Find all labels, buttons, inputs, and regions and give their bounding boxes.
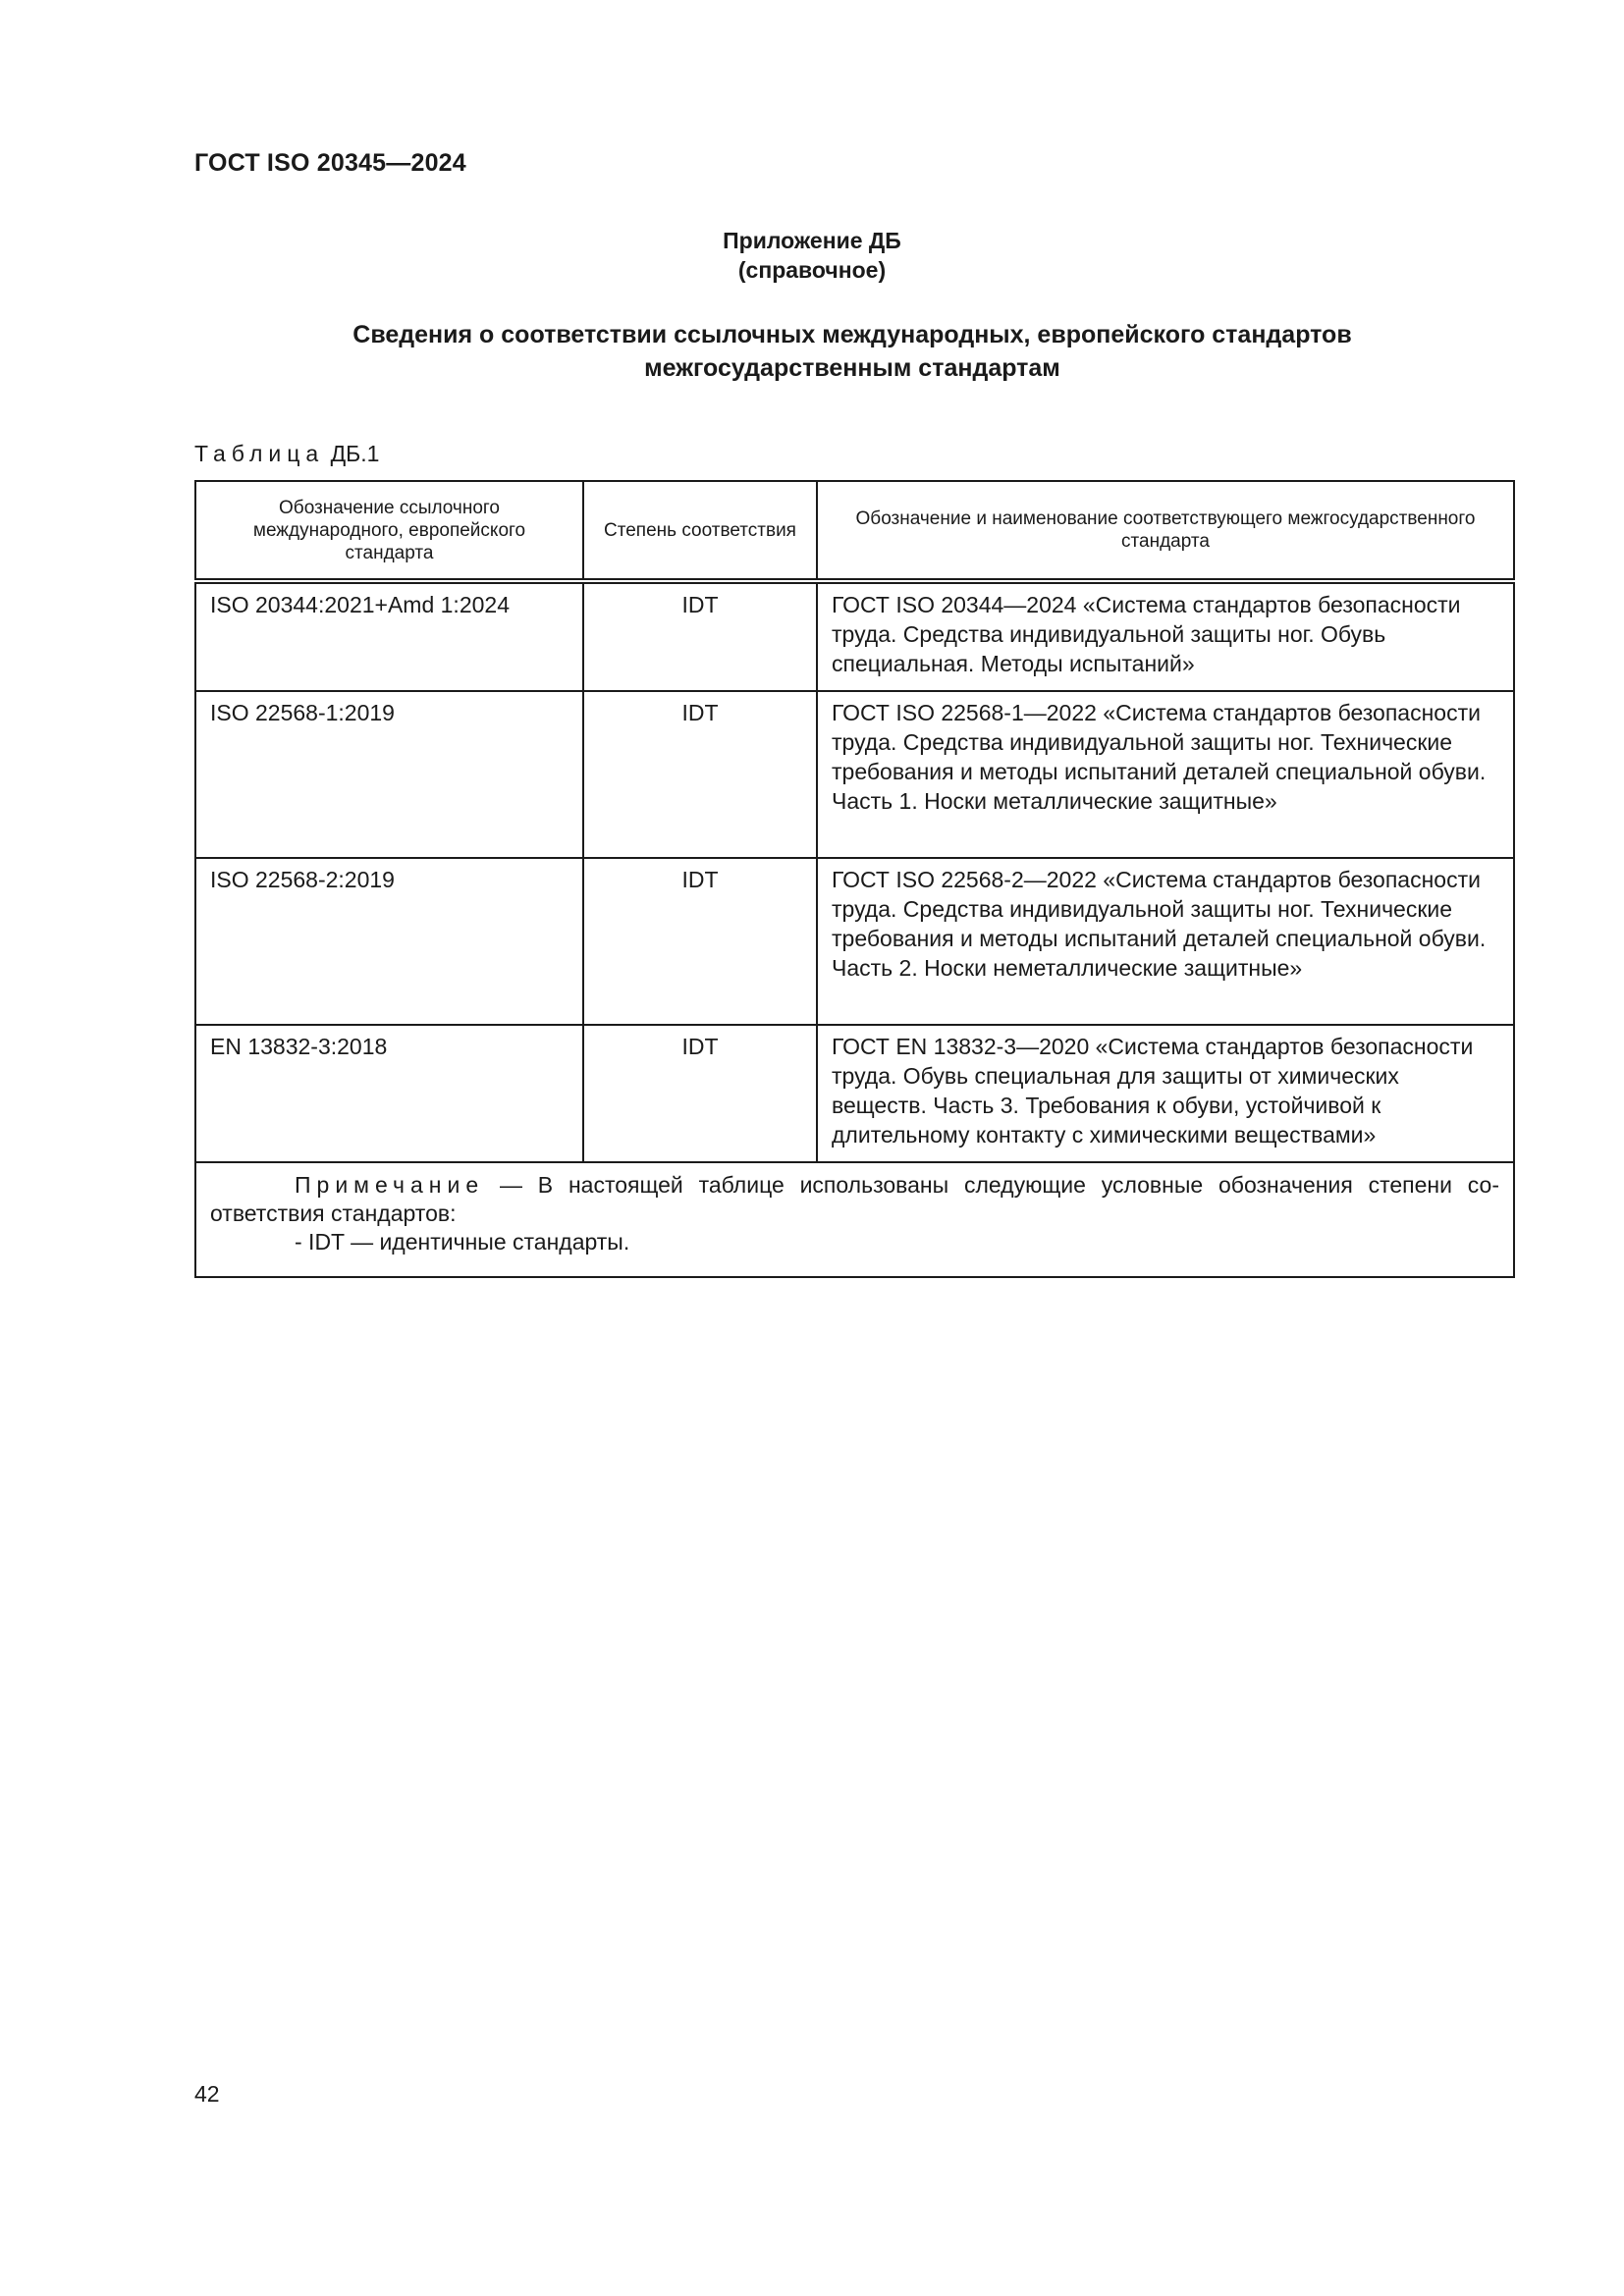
interstate-standard-cell: ГОСТ ISO 22568-2—2022 «Система стандартов безопасности труда. Средства индивидуальной защиты ног. Технические требования и методы испытаний деталей специальной обуви. Часть 2. Носки неметаллические защитные» (817, 858, 1514, 1025)
note-text: В настоящей таблице использованы следующие условные обозначения степени соответствия стандартов: (210, 1172, 1500, 1226)
table-caption (194, 441, 379, 467)
degree-cell: IDT (583, 581, 817, 691)
table-caption-number: ДБ.1 (330, 441, 380, 466)
table-note-row (195, 1162, 1514, 1277)
interstate-standard-cell: ГОСТ EN 13832-3—2020 «Система стандартов безопасности труда. Обувь специальная для защиты от химических веществ. Часть 3. Требования к обуви, устойчивой к длительному контакту с химическими веществами» (817, 1025, 1514, 1162)
table-header-row (195, 481, 1514, 581)
table-row (195, 858, 1514, 1025)
note-label: Примечание (295, 1172, 485, 1198)
section-title-line-2: межгосударственным стандартам (644, 354, 1060, 382)
interstate-standard-cell: ГОСТ ISO 22568-1—2022 «Система стандартов безопасности труда. Средства индивидуальной защиты ног. Технические требования и методы испытаний деталей специальной обуви. Часть 1. Носки металлические защитные» (817, 691, 1514, 858)
section-title-line-1: Сведения о соответствии ссылочных международных, европейского стандартов (352, 321, 1352, 348)
reference-standard-cell: EN 13832-3:2018 (195, 1025, 583, 1162)
table-row (195, 581, 1514, 691)
interstate-standard-cell: ГОСТ ISO 20344—2024 «Система стандартов безопасности труда. Средства индивидуальной защиты ног. Обувь специальная. Методы испытаний» (817, 581, 1514, 691)
reference-standard-cell: ISO 22568-1:2019 (195, 691, 583, 858)
correspondence-table (194, 480, 1515, 1278)
page-number: 42 (194, 2081, 220, 2107)
table-row (195, 691, 1514, 858)
degree-cell: IDT (583, 1025, 817, 1162)
annex-kind: (справочное) (737, 257, 887, 283)
degree-cell: IDT (583, 858, 817, 1025)
column-header-interstate-standard: Обозначение и наименование соответствующего межгосударственного стандарта (817, 481, 1514, 581)
note-list-item: - IDT — идентичные стандарты. (295, 1229, 630, 1255)
table-note (195, 1162, 1514, 1277)
annex-title: Приложение ДБ (723, 228, 901, 253)
table-row (195, 1025, 1514, 1162)
reference-standard-cell: ISO 22568-2:2019 (195, 858, 583, 1025)
table-caption-word: Таблица (194, 441, 325, 466)
note-dash: — (499, 1172, 522, 1198)
document-code: ГОСТ ISO 20345—2024 (194, 149, 466, 177)
column-header-reference: Обозначение ссылочного международного, европейского стандарта (195, 481, 583, 581)
reference-standard-cell: ISO 20344:2021+Amd 1:2024 (195, 581, 583, 691)
degree-cell: IDT (583, 691, 817, 858)
note-paragraph (210, 1171, 1499, 1228)
column-header-degree: Степень соответствия (583, 481, 817, 581)
